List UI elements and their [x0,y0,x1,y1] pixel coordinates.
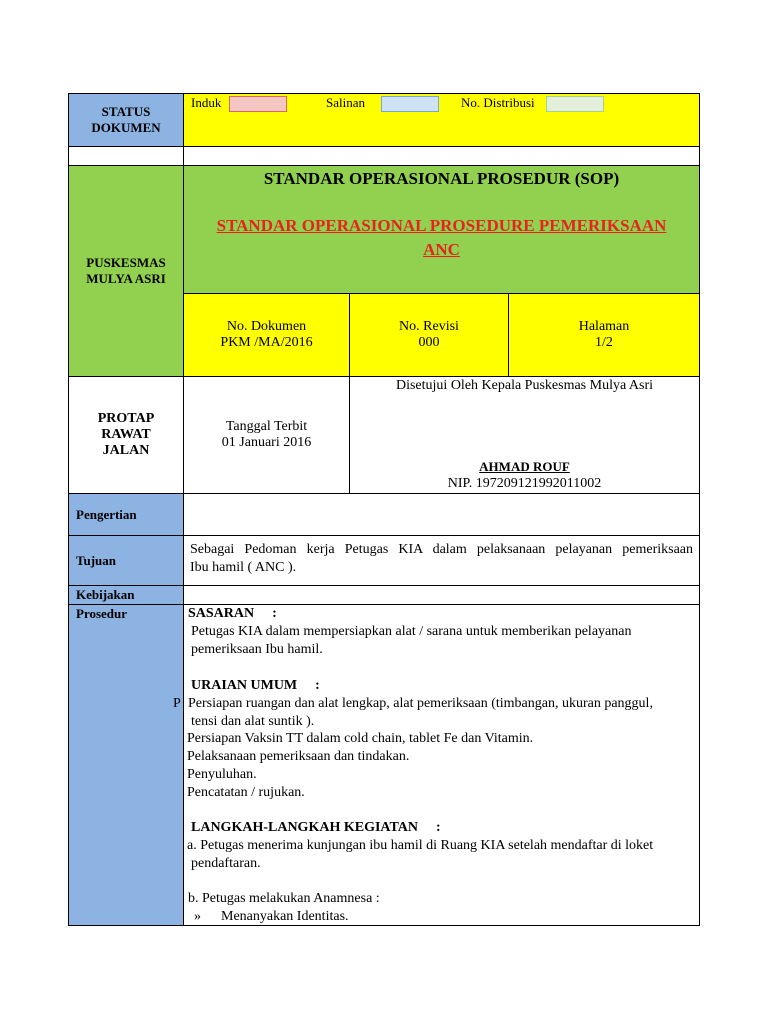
sop-subtitle-line1: STANDAR OPERASIONAL PROSEDURE PEMERIKSAAN [216,216,667,235]
uraian-item: Persiapan Vaksin TT dalam cold chain, tablet Fe dan Vitamin. [187,731,534,746]
tanggal-label: Tanggal Terbit [225,419,308,434]
tujuan-label: Tujuan [76,553,116,568]
status-dokumen-label-cell [68,93,184,147]
puskesmas-cell [68,165,184,377]
tujuan-label-cell [68,535,184,586]
pengertian-content-cell [183,493,700,536]
disetujui-text: Disetujui Oleh Kepala Puskesmas Mulya Asri [395,378,654,393]
tanggal-terbit-cell [183,376,350,494]
status-label-line2: DOKUMEN [91,120,161,135]
kebijakan-label-cell [68,585,184,605]
uraian-item: Persiapan ruangan dan alat lengkap, alat pemeriksaan (timbangan, ukuran panggul, [188,696,653,711]
step-b: b. Petugas melakukan Anamnesa : [188,891,380,906]
uraian-heading: URAIAN UMUM : [191,678,320,693]
salinan-label: Salinan [326,95,365,110]
status-label-line1: STATUS [101,104,151,119]
org-line2: MULYA ASRI [86,271,166,286]
sop-subtitle [184,214,699,262]
sasaran-heading: SASARAN : [188,606,277,621]
uraian-item: Pencatatan / rujukan. [187,785,305,800]
status-options-cell [183,93,700,147]
pengertian-label-cell [68,493,184,536]
no-revisi-cell [349,293,509,377]
prosedur-label: Prosedur [76,606,128,621]
org-line1: PUSKESMAS [86,255,166,270]
uraian-item: Penyuluhan. [187,767,257,782]
uraian-item: Pelaksanaan pemeriksaan dan tindakan. [187,749,410,764]
kebijakan-label: Kebijakan [76,587,135,602]
tanggal-value: 01 Januari 2016 [221,435,312,450]
langkah-heading: LANGKAH-LANGKAH KEGIATAN : [191,820,441,835]
sop-title-cell [183,165,700,294]
no-revisi-value: 000 [418,335,440,350]
tujuan-content-cell [183,535,700,586]
step-b-bullet: » [194,909,201,924]
kebijakan-content-cell [183,585,700,605]
distribusi-checkbox[interactable] [546,96,604,112]
halaman-value: 1/2 [595,335,613,350]
tujuan-line1: Sebagai Pedoman kerja Petugas KIA dalam pelaksanaan pelayanan pemeriksaan [190,542,693,557]
approver-nip: NIP. 197209121992011002 [447,476,602,491]
uraian-item: tensi dan alat suntik ). [191,714,315,729]
sasaran-line1: Petugas KIA dalam mempersiapkan alat / sarana untuk memberikan pelayanan [191,624,632,639]
prosedur-marker: P [173,696,181,711]
no-dokumen-value: PKM /MA/2016 [220,335,313,350]
step-a-line2: pendaftaran. [191,856,261,871]
step-a-line1: a. Petugas menerima kunjungan ibu hamil di Ruang KIA setelah mendaftar di loket [187,838,654,853]
halaman-cell [508,293,700,377]
halaman-label: Halaman [578,319,630,334]
sop-subtitle-line2: ANC [423,240,460,259]
distribusi-label: No. Distribusi [461,95,535,110]
induk-label: Induk [191,95,222,110]
step-b-sub1: Menanyakan Identitas. [221,909,349,924]
no-dokumen-cell [183,293,350,377]
pengertian-label: Pengertian [76,507,137,522]
protap-line3: JALAN [102,443,150,458]
tujuan-line2: Ibu hamil ( ANC ). [190,560,297,575]
prosedur-label-cell [68,604,184,926]
protap-line2: RAWAT [101,427,151,442]
induk-checkbox[interactable] [229,96,287,112]
protap-cell [68,376,184,494]
salinan-checkbox[interactable] [381,96,439,112]
approval-cell [349,376,700,494]
protap-line1: PROTAP [97,411,155,426]
prosedur-content-cell [183,604,700,926]
spacer-cell-right [183,146,700,166]
no-revisi-label: No. Revisi [399,319,459,334]
approver-name: AHMAD ROUF [479,459,570,474]
sasaran-line2: pemeriksaan Ibu hamil. [191,642,323,657]
spacer-cell-left [68,146,184,166]
sop-title: STANDAR OPERASIONAL PROSEDUR (SOP) [263,169,620,188]
no-dokumen-label: No. Dokumen [226,319,307,334]
